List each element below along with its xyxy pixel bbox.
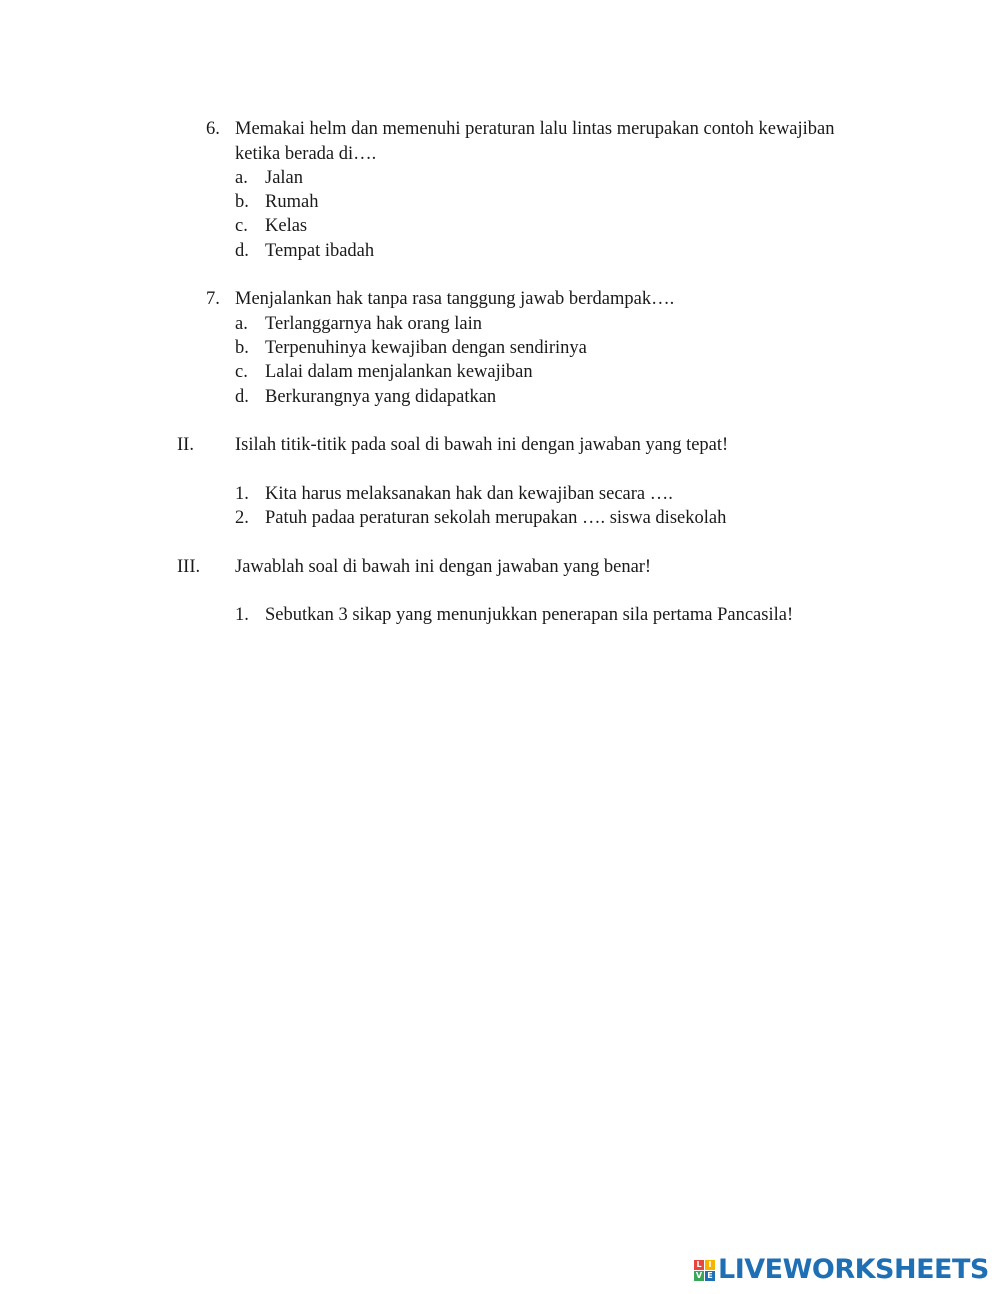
option-text: Berkurangnya yang didapatkan <box>265 387 497 407</box>
logo-text: LIVEWORKSHEETS <box>718 1254 989 1285</box>
question-text: Memakai helm dan memenuhi peraturan lalu lintas merupakan contoh kewajiban <box>235 119 835 139</box>
option-letter: c. <box>235 362 248 382</box>
section-numeral: II. <box>177 435 194 455</box>
section-numeral: III. <box>177 557 201 577</box>
section-instruction: Jawablah soal di bawah ini dengan jawaban yang benar! <box>235 557 652 577</box>
option-text: Tempat ibadah <box>265 241 375 261</box>
option-text: Terpenuhinya kewajiban dengan sendirinya <box>265 338 587 358</box>
question-number: 7. <box>206 289 220 309</box>
item-number: 1. <box>235 484 249 504</box>
option-letter: b. <box>235 338 249 358</box>
option-letter: c. <box>235 216 248 236</box>
logo-square: L <box>694 1260 704 1270</box>
question-text-continued: ketika berada di…. <box>235 144 377 164</box>
option-text: Lalai dalam menjalankan kewajiban <box>265 362 533 382</box>
logo-square: V <box>695 1270 703 1280</box>
option-letter: d. <box>235 241 249 261</box>
question-number: 6. <box>206 119 220 139</box>
option-text: Terlanggarnya hak orang lain <box>265 314 483 334</box>
fill-blank-item: Kita harus melaksanakan hak dan kewajiban secara …. <box>265 484 673 504</box>
liveworksheets-logo <box>694 1254 989 1286</box>
option-letter: b. <box>235 192 249 212</box>
fill-blank-item: Patuh padaa peraturan sekolah merupakan …. siswa disekolah <box>265 508 727 528</box>
option-text: Rumah <box>265 192 319 212</box>
logo-squares-icon <box>694 1260 715 1281</box>
option-letter: d. <box>235 387 249 407</box>
option-letter: a. <box>235 314 248 334</box>
item-number: 1. <box>235 605 249 625</box>
section-instruction: Isilah titik-titik pada soal di bawah ini dengan jawaban yang tepat! <box>235 435 729 455</box>
option-text: Kelas <box>265 216 308 236</box>
option-text: Jalan <box>265 168 304 188</box>
item-number: 2. <box>235 508 249 528</box>
logo-square: I <box>705 1260 715 1270</box>
logo-square: E <box>705 1271 715 1281</box>
question-text: Menjalankan hak tanpa rasa tanggung jawab berdampak…. <box>235 289 675 309</box>
essay-item: Sebutkan 3 sikap yang menunjukkan penerapan sila pertama Pancasila! <box>265 605 794 625</box>
option-letter: a. <box>235 168 248 188</box>
